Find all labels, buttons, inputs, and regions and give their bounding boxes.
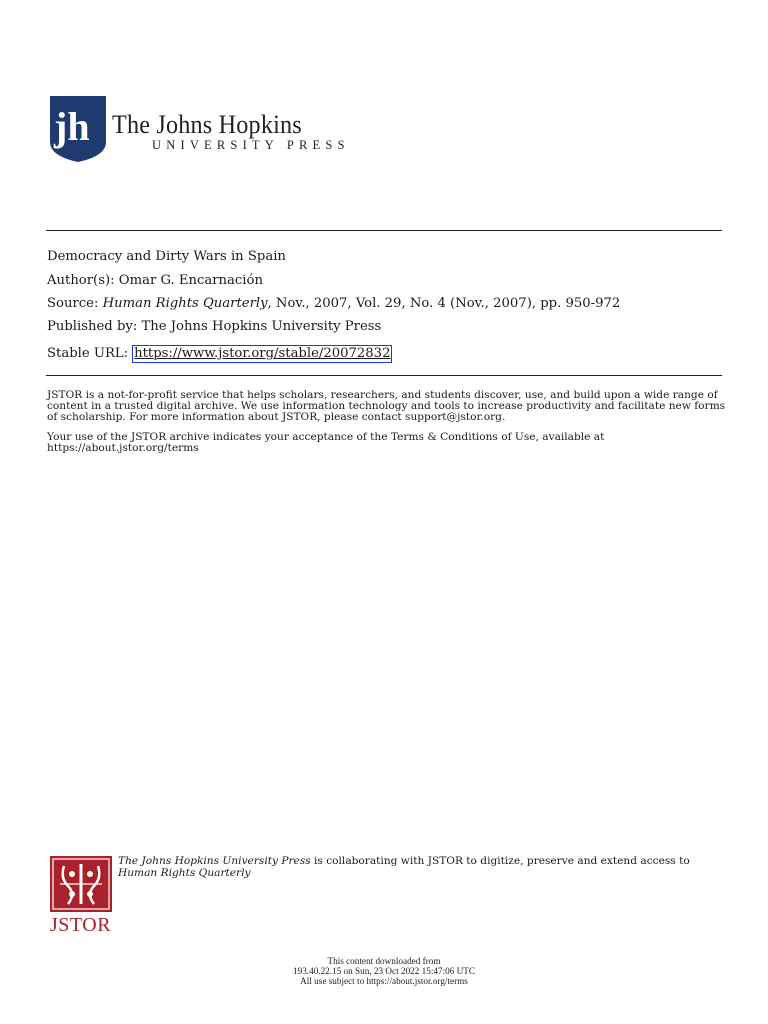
download-line-1: This content downloaded from <box>327 956 441 966</box>
article-title: Democracy and Dirty Wars in Spain <box>47 249 286 264</box>
jstor-notice: JSTOR is a not-for-profit service that helps scholars, researchers, and students discover, use, and build upon a wide range of content in a trusted digital archive. We use information technology and tools to increase productivity and facilitate new forms of scholarship. For more information about JSTOR, please contact support@jstor.org. <box>47 389 726 423</box>
author-label: Author(s): <box>47 273 115 288</box>
stable-url-link[interactable]: https://www.jstor.org/stable/20072832 <box>134 346 391 361</box>
jstor-wordmark: JSTOR <box>50 914 112 936</box>
published-label: Published by: <box>47 319 138 334</box>
author-line <box>47 273 263 288</box>
publisher-line <box>47 319 381 334</box>
svg-text:jh: jh <box>54 104 90 149</box>
source-journal: Human Rights Quarterly <box>102 296 268 311</box>
jhu-press-logo <box>48 96 348 166</box>
collaboration-statement <box>118 855 718 879</box>
stable-url-line <box>47 345 392 363</box>
publisher-value: The Johns Hopkins University Press <box>141 319 382 334</box>
author-value: Omar G. Encarnación <box>118 273 263 288</box>
collab-journal: Human Rights Quarterly <box>118 867 251 879</box>
jhu-name-line: The Johns Hopkins <box>112 110 302 139</box>
mid-divider <box>46 375 722 376</box>
jstor-logo <box>50 856 114 936</box>
jhu-sub-line: UNIVERSITY PRESS <box>152 138 350 152</box>
download-footer <box>0 957 768 986</box>
jhu-shield-icon <box>48 96 108 162</box>
collab-publisher: The Johns Hopkins University Press <box>118 855 311 867</box>
source-line <box>47 296 620 311</box>
collab-text: is collaborating with JSTOR to digitize, preserve and extend access to <box>310 855 690 867</box>
stable-url-label: Stable URL: <box>47 346 129 361</box>
source-detail: , Nov., 2007, Vol. 29, No. 4 (Nov., 2007), pp. 950-972 <box>267 296 621 311</box>
source-label: Source: <box>47 296 99 311</box>
terms-notice: Your use of the JSTOR archive indicates your acceptance of the Terms & Conditions of Use, available at https://about.jstor.org/terms <box>47 431 605 454</box>
jstor-ornament-icon <box>50 856 112 912</box>
top-divider <box>46 230 722 231</box>
download-line-3: All use subject to https://about.jstor.org/terms <box>300 975 468 986</box>
download-line-2: 193.40.22.15 on Sun, 23 Oct 2022 15:47:06 UTC <box>293 965 475 976</box>
